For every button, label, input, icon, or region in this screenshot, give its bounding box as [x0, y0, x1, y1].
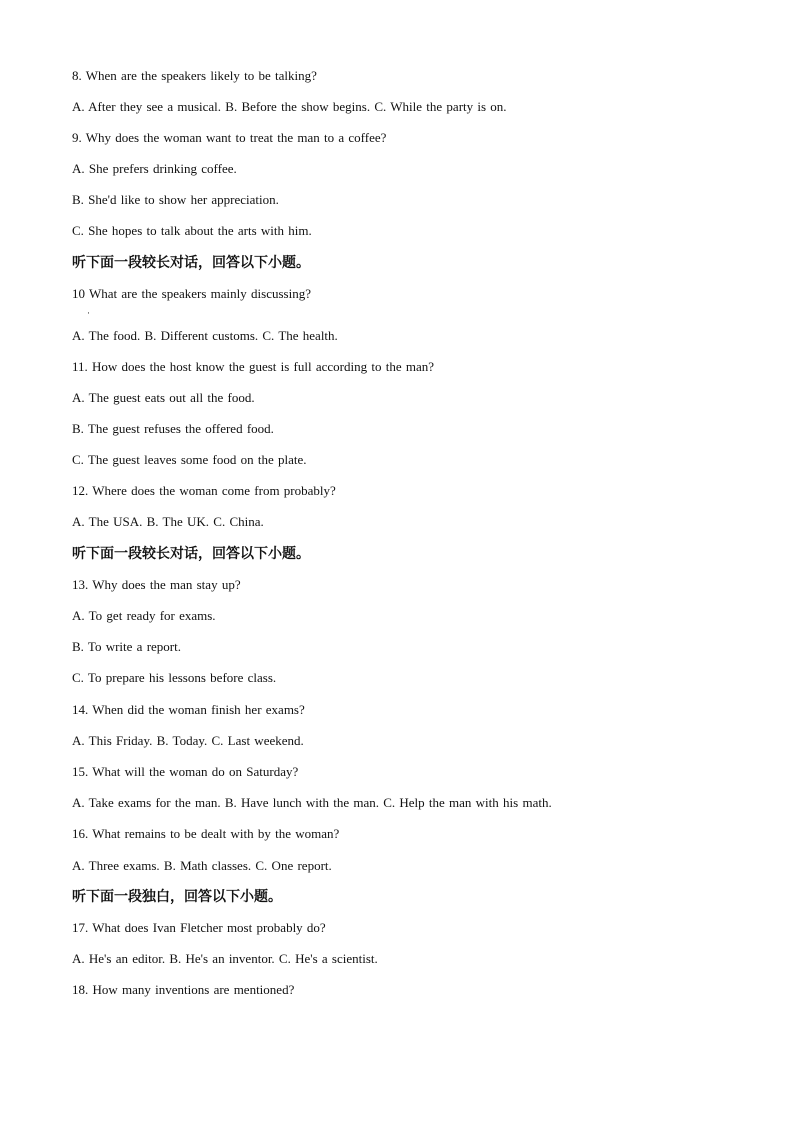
question-11-option-a: A. The guest eats out all the food.: [72, 390, 255, 405]
question-8-options: A. After they see a musical. B. Before the show begins. C. While the party is on.: [72, 99, 507, 114]
section-heading-dialogue-1: 听下面一段较长对话，回答以下小题。: [72, 255, 310, 271]
question-17-options: A. He's an editor. B. He's an inventor. C. He's a scientist.: [72, 951, 378, 966]
question-11-option-c: C. The guest leaves some food on the plate.: [72, 452, 307, 467]
question-8: 8. When are the speakers likely to be talking?: [72, 68, 317, 83]
question-12: 12. Where does the woman come from probably?: [72, 483, 336, 498]
question-9-option-c: C. She hopes to talk about the arts with him.: [72, 223, 312, 238]
question-11-option-b: B. The guest refuses the offered food.: [72, 421, 274, 436]
question-14-options: A. This Friday. B. Today. C. Last weekend.: [72, 733, 304, 748]
section-heading-dialogue-2: 听下面一段较长对话，回答以下小题。: [72, 546, 310, 562]
question-13-option-b: B. To write a report.: [72, 639, 181, 654]
question-18: 18. How many inventions are mentioned?: [72, 982, 295, 997]
question-10: 10 What are the speakers mainly discussing?: [72, 286, 311, 301]
question-15: 15. What will the woman do on Saturday?: [72, 764, 299, 779]
question-14: 14. When did the woman finish her exams?: [72, 702, 305, 717]
question-13-option-a: A. To get ready for exams.: [72, 608, 216, 623]
question-9: 9. Why does the woman want to treat the man to a coffee?: [72, 130, 387, 145]
question-15-options: A. Take exams for the man. B. Have lunch with the man. C. Help the man with his math.: [72, 795, 552, 810]
question-16-options: A. Three exams. B. Math classes. C. One report.: [72, 858, 332, 873]
question-13: 13. Why does the man stay up?: [72, 577, 241, 592]
question-13-option-c: C. To prepare his lessons before class.: [72, 670, 277, 685]
question-10-options: A. The food. B. Different customs. C. The health.: [72, 328, 338, 343]
question-9-option-b: B. She'd like to show her appreciation.: [72, 192, 279, 207]
question-16: 16. What remains to be dealt with by the woman?: [72, 826, 340, 841]
question-12-options: A. The USA. B. The UK. C. China.: [72, 514, 264, 529]
question-9-option-a: A. She prefers drinking coffee.: [72, 161, 237, 176]
question-11: 11. How does the host know the guest is full according to the man?: [72, 359, 435, 374]
question-17: 17. What does Ivan Fletcher most probably do?: [72, 920, 326, 935]
section-heading-monologue: 听下面一段独白，回答以下小题。: [72, 889, 282, 905]
stray-mark: ·: [87, 308, 90, 318]
